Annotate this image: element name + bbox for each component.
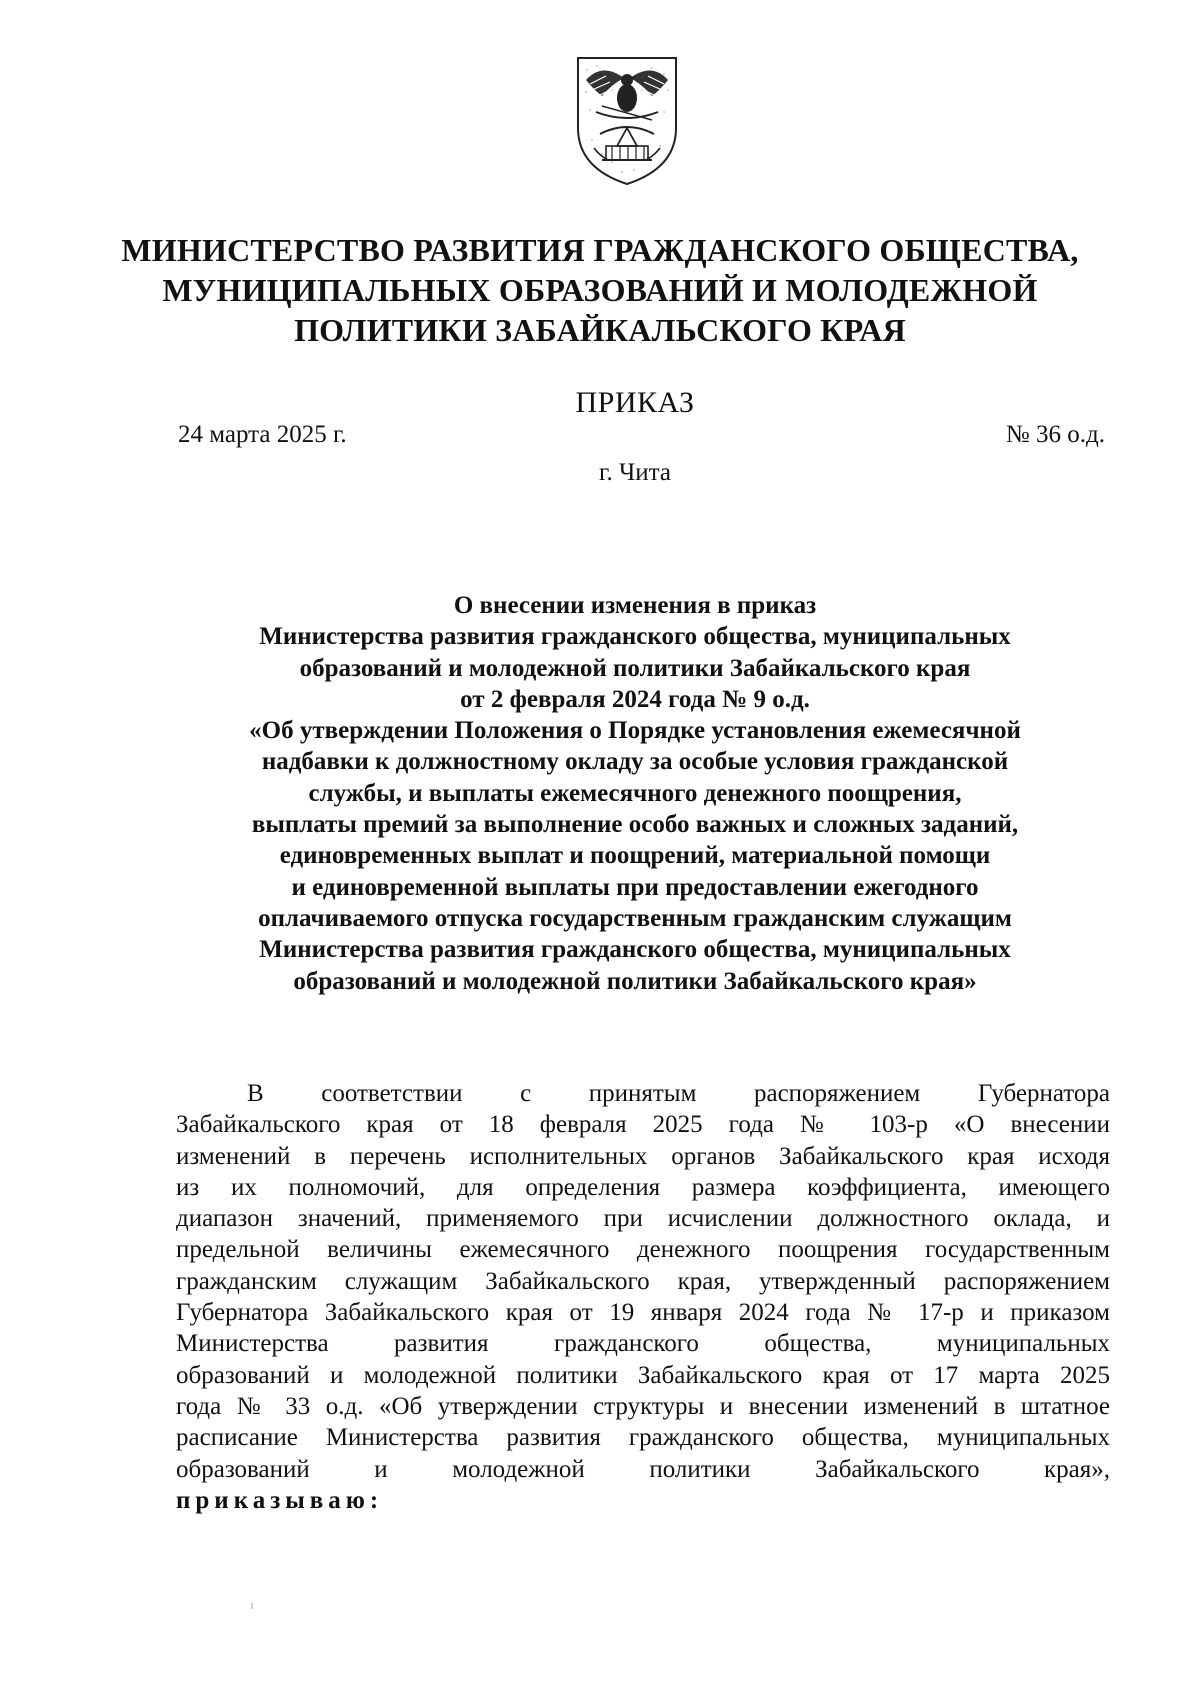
order-subject [170,590,1100,997]
subject-line: единовременных выплат и поощрений, материальной помощи [279,842,991,870]
subject-line: надбавки к должностному окладу за особые условия гражданской [261,748,1009,776]
subject-line: О внесении изменения в приказ [453,592,817,619]
order-word-line [176,1485,1110,1516]
subject-line: «Об утверждении Положения о Порядке установления ежемесячной [249,717,1021,745]
preamble-line: Губернатора Забайкальского края от 19 января 2024 года № 17-р и приказом [176,1299,1110,1327]
preamble-line: Забайкальского края от 18 февраля 2025 года № 103-р «О внесении [176,1111,1110,1139]
subject-line: от 2 февраля 2024 года № 9 о.д. [460,685,810,713]
preamble-line: из их полномочий, для определения размера коэффициента, имеющего [176,1173,1110,1201]
subject-line: образований и молодежной политики Забайкальского края» [293,967,977,995]
subject-line: Министерства развития гражданского общества, муниципальных [259,623,1011,651]
preamble-line: предельной величины ежемесячного денежного поощрения государственным [176,1236,1110,1264]
ministry-name-line: МУНИЦИПАЛЬНЫХ ОБРАЗОВАНИЙ И МОЛОДЕЖНОЙ [162,272,1038,308]
document-number: № 36 о.д. [1005,421,1105,448]
order-word: приказываю: [176,1486,384,1514]
subject-line: оплачиваемого отпуска государственным гражданским служащим [258,904,1012,932]
preamble-line: изменений в перечень исполнительных органов Забайкальского края исходя [176,1142,1110,1170]
preamble-line: гражданским служащим Забайкальского края, утвержденный распоряжением [176,1267,1110,1295]
scan-mark [251,1603,253,1609]
ministry-name [120,230,1080,350]
preamble-line: расписание Министерства развития гражданского общества, муниципальных [176,1424,1110,1452]
document-type: ПРИКАЗ [575,386,695,419]
zabaykalsky-coat-of-arms-icon [572,50,682,190]
subject-line: Министерства развития гражданского общества, муниципальных [259,936,1011,964]
subject-line: выплаты премий за выполнение особо важных и сложных заданий, [251,811,1019,839]
preamble-line: диапазон значений, применяемого при исчислении должностного оклада, и [176,1205,1110,1233]
preamble-line: образований и молодежной политики Забайкальского края от 17 марта 2025 [176,1361,1110,1389]
subject-line: образований и молодежной политики Забайкальского края [299,654,971,682]
ministry-name-line: МИНИСТЕРСТВО РАЗВИТИЯ ГРАЖДАНСКОГО ОБЩЕСТВА, [121,232,1079,268]
subject-line: службы, и выплаты ежемесячного денежного поощрения, [308,779,962,807]
preamble-line: В соответствии с принятым распоряжением Губернатора [247,1080,1110,1107]
subject-line: и единовременной выплаты при предоставлении ежегодного [291,873,979,901]
document-city: г. Чита [599,459,671,486]
preamble-line: года № 33 о.д. «Об утверждении структуры и внесении изменений в штатное [176,1392,1110,1420]
document-date: 24 марта 2025 г. [178,421,347,448]
ministry-name-line: ПОЛИТИКИ ЗАБАЙКАЛЬСКОГО КРАЯ [294,312,906,348]
order-preamble [176,1078,1110,1516]
preamble-line: образований и молодежной политики Забайкальского края», [176,1455,1110,1483]
preamble-line: Министерства развития гражданского общества, муниципальных [176,1330,1110,1358]
